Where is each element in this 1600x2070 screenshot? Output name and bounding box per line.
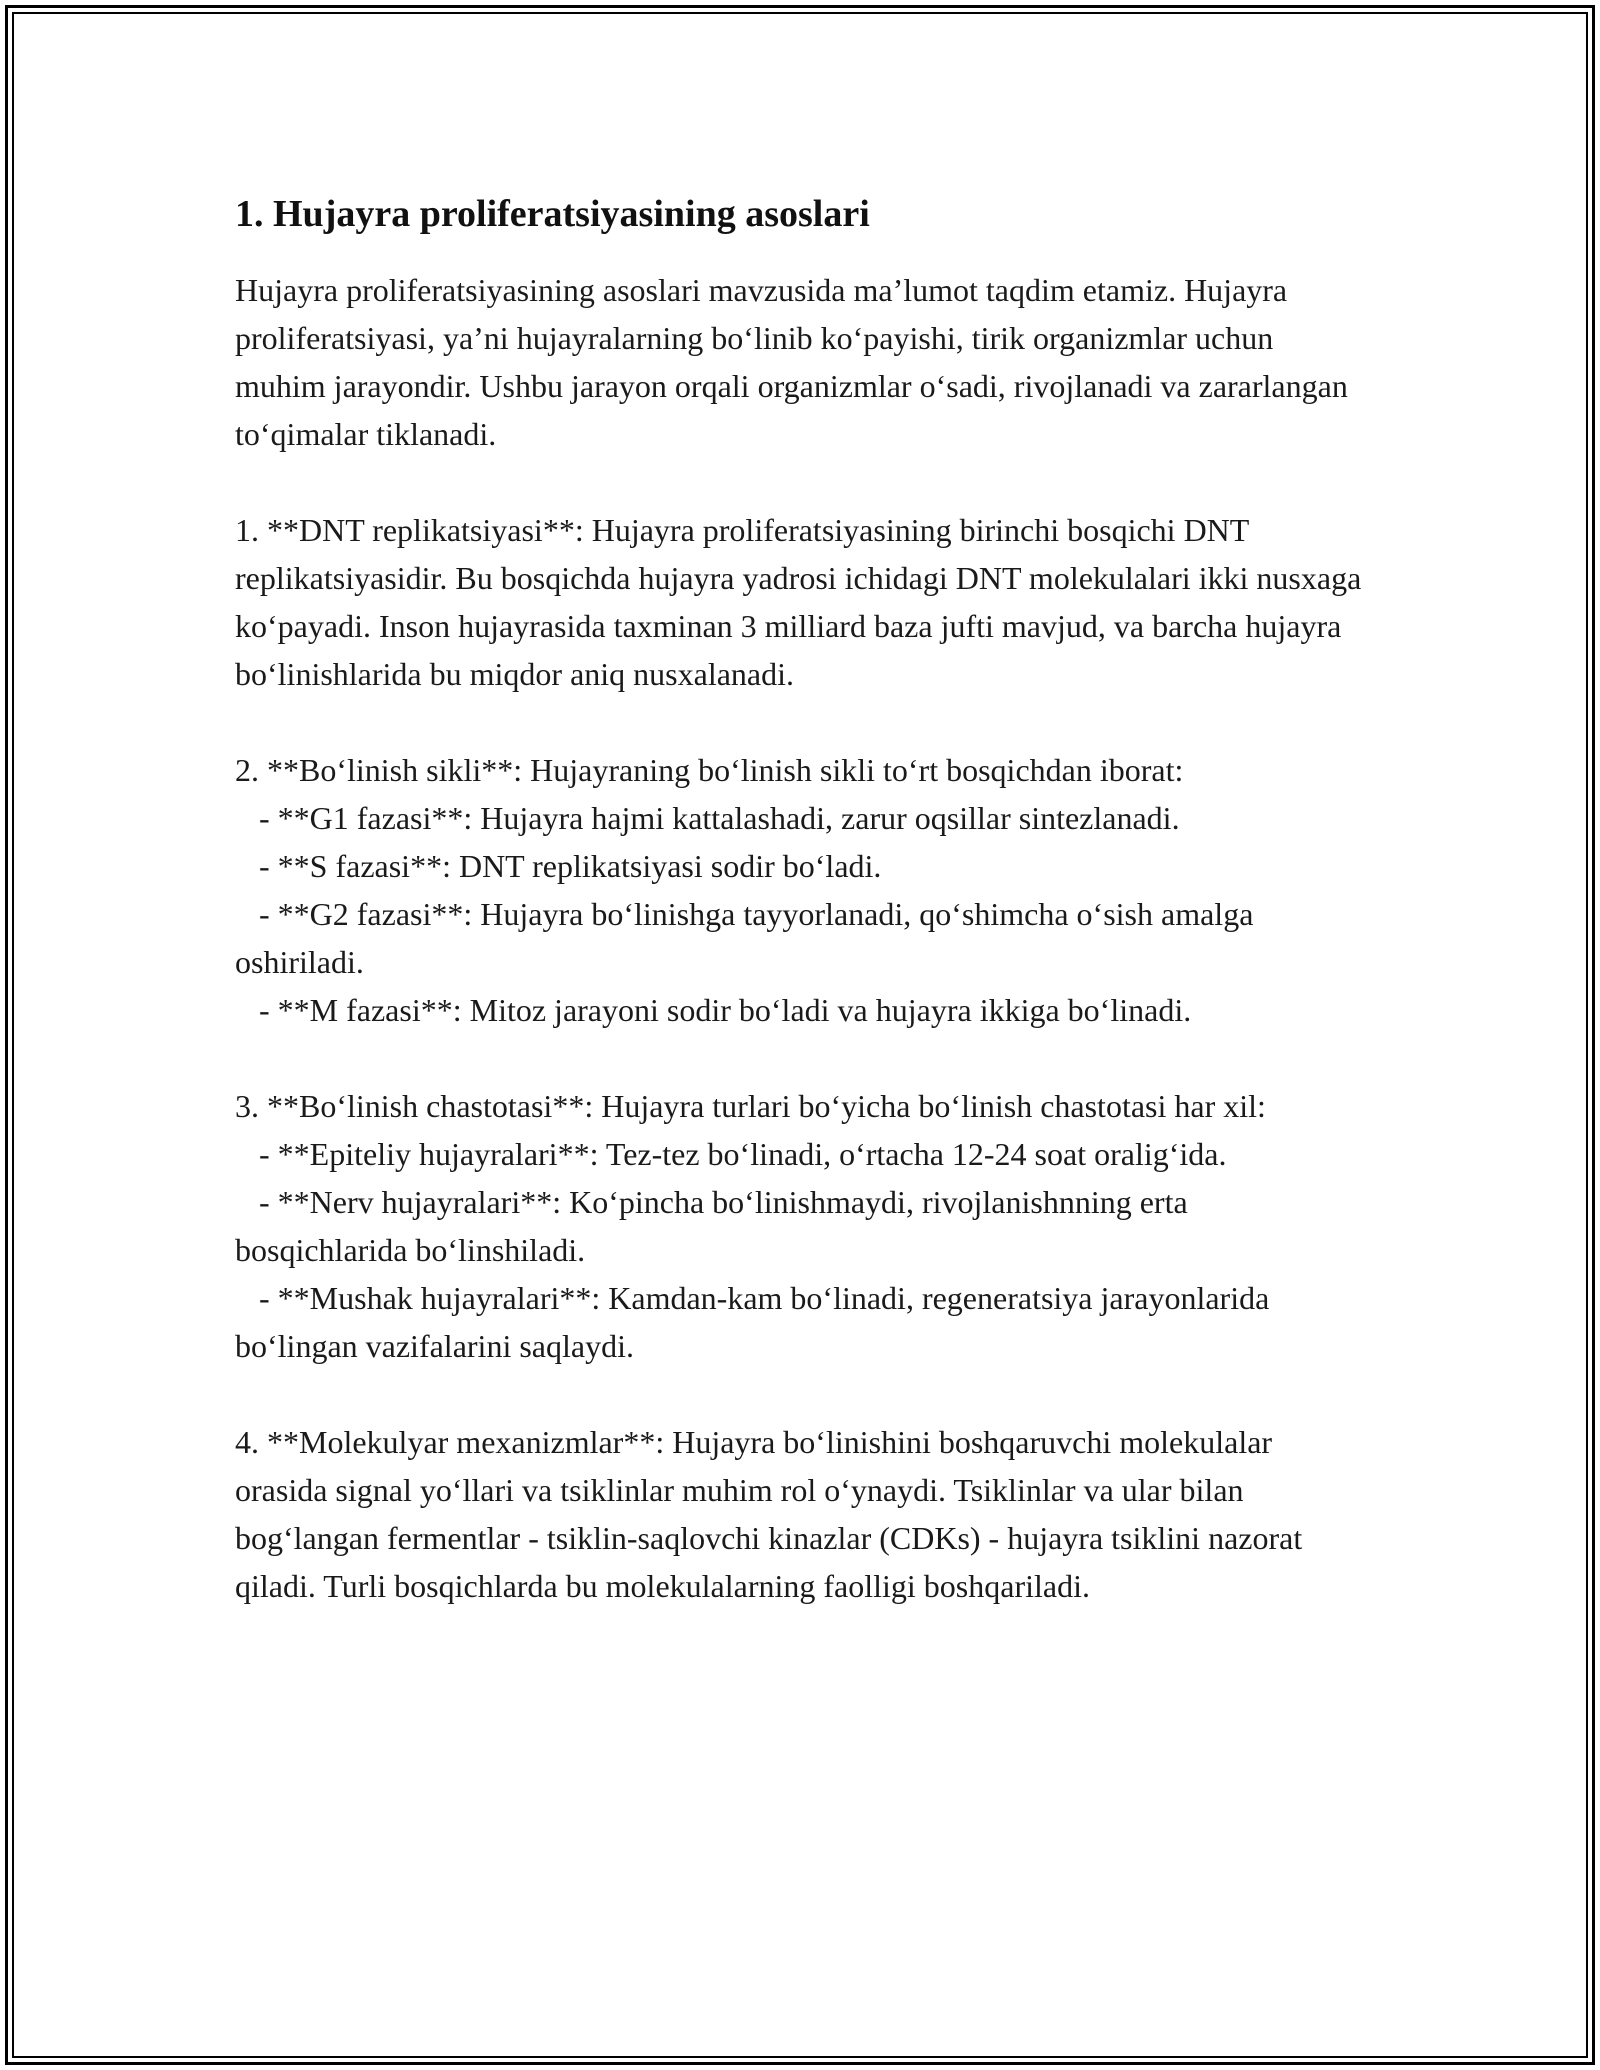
document-body: Hujayra proliferatsiyasining asoslari mavzusida ma’lumot taqdim etamiz. Hujayra proliferatsiyasi, ya’ni hujayralarning bo‘linib ko‘payishi, tirik organizmlar uchun muhim jarayondir. Ushbu jarayon orqali organizmlar o‘sadi, rivojlanadi va zararlangan to‘qimalar tiklanadi. 1. **DNT replikatsiyasi**: Hujayra proliferatsiyasining birinchi bosqichi DNT replikatsiyasidir. Bu bosqichda hujayra yadrosi ichidagi DNT molekulalari ikki nusxaga ko‘payadi. Inson hujayrasida taxminan 3 milliard baza jufti mavjud, va barcha hujayra bo‘linishlarida bu miqdor aniq nusxalanadi. 2. **Bo‘linish sikli**: Hujayraning bo‘linish sikli to‘rt bosqichdan iborat: - **G1 fazasi**: Hujayra hajmi kattalashadi, zarur oqsillar sintezlanadi. - **S fazasi**: DNT replikatsiyasi sodir bo‘ladi. - **G2 fazasi**: Hujayra bo‘linishga tayyorlanadi, qo‘shimcha o‘sish amalga oshiriladi. - **M fazasi**: Mitoz jarayoni sodir bo‘ladi va hujayra ikkiga bo‘linadi. 3. **Bo‘linish chastotasi**: Hujayra turlari bo‘yicha bo‘linish chastotasi har xil: - **Epiteliy hujayralari**: Tez-tez bo‘linadi, o‘rtacha 12-24 soat oralig‘ida. - **Nerv hujayralari**: Ko‘pincha bo‘linishmaydi, rivojlanishnning erta bosqichlarida bo‘linshiladi. - **Mushak hujayralari**: Kamdan-kam bo‘linadi, regeneratsiya jarayonlarida bo‘lingan vazifalarini saqlaydi. 4. **Molekulyar mexanizmlar**: Hujayra bo‘linishini boshqaruvchi molekulalar orasida signal yo‘llari va tsiklinlar muhim rol o‘ynaydi. Tsiklinlar va ular bilan bog‘langan fermentlar - tsiklin-saqlovchi kinazlar (CDKs) - hujayra tsiklini nazorat qiladi. Turli bosqichlarda bu molekulalarning faolligi boshqariladi.	[235, 272, 1362, 1604]
document-title: 1. Hujayra proliferatsiyasining asoslari	[235, 193, 870, 235]
document-content	[235, 190, 1365, 1610]
